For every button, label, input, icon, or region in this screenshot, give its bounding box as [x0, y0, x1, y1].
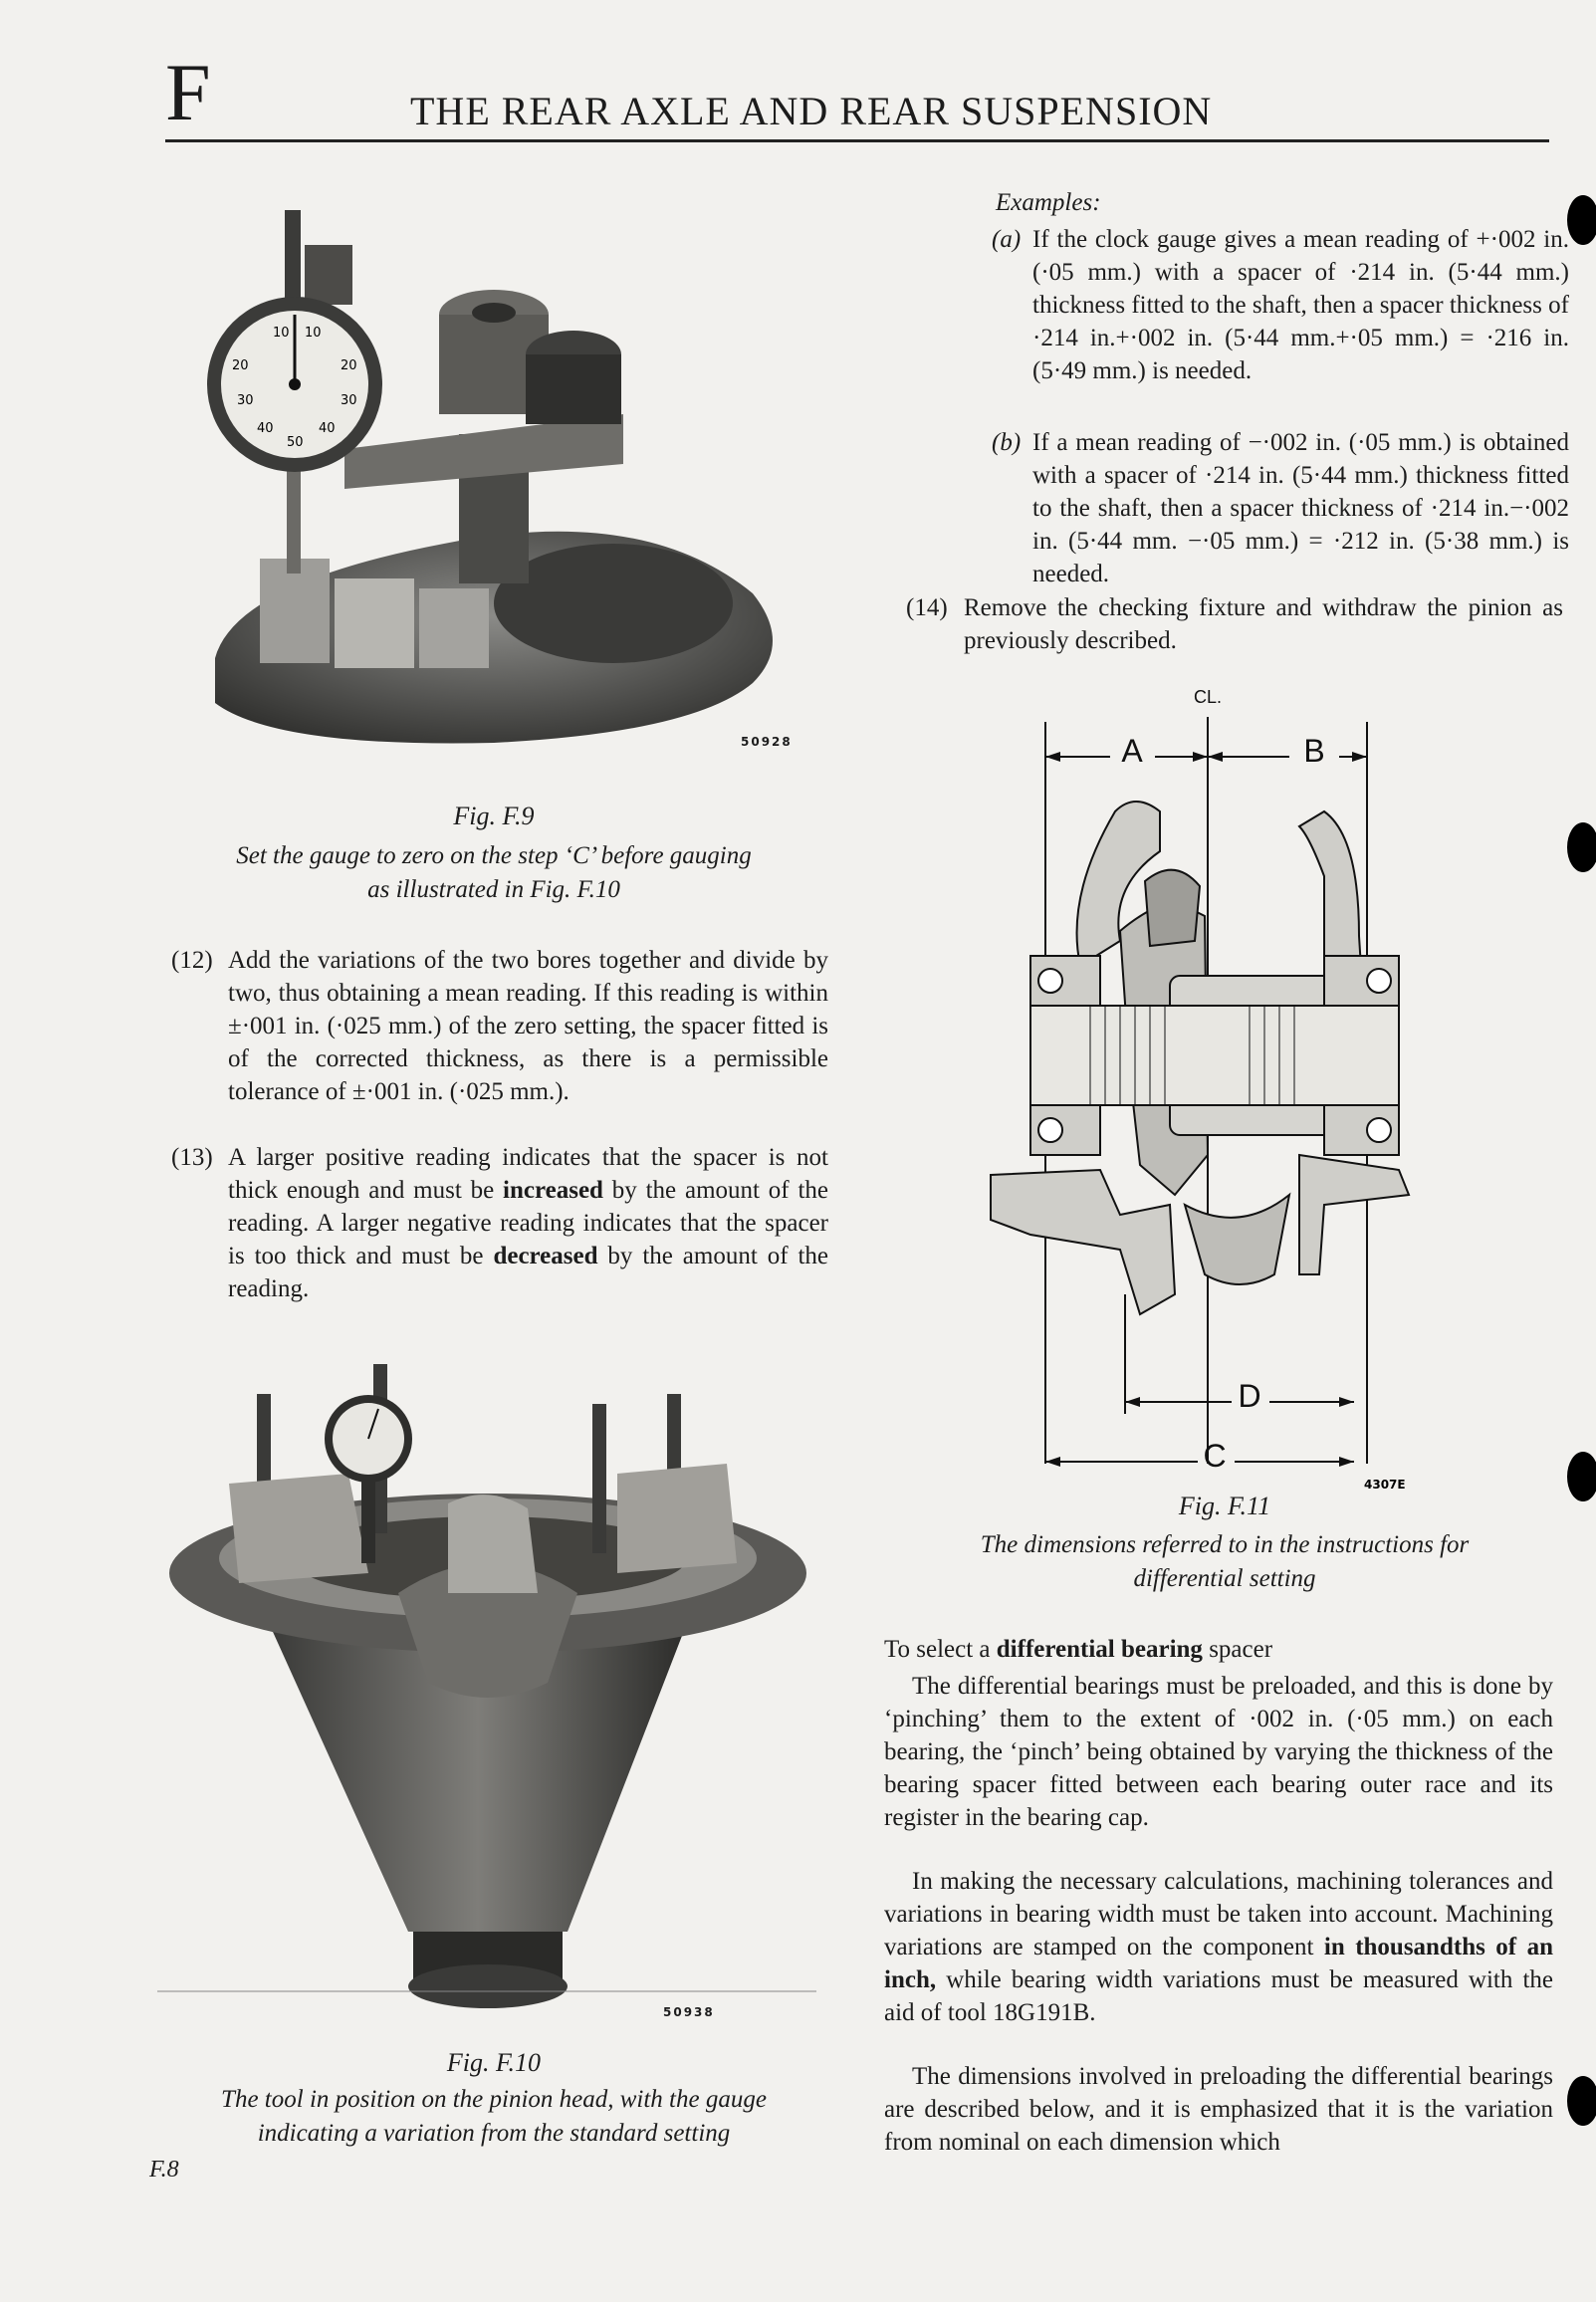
punch-hole	[1567, 1452, 1596, 1501]
dim-a-label: A	[1121, 733, 1143, 769]
gauge-clamp	[305, 245, 352, 305]
crown-wheel-teeth	[1145, 870, 1200, 946]
fig9-label: Fig. F.9	[453, 802, 535, 830]
step-block	[335, 578, 414, 668]
fig10-code: 50938	[663, 2005, 715, 2019]
gauge-stem	[285, 210, 301, 300]
fig10-caption-line: The tool in position on the pinion head, with the gauge	[221, 2086, 767, 2113]
step-text: A larger positive reading indicates that the spacer is not thick enough and must be increased by the amount of the reading. A larger negative reading indicates that the spacer is too thick and must be decreased by the amount of the reading.	[228, 1144, 829, 1302]
punch-hole	[1567, 822, 1596, 872]
pinion-gear	[1185, 1195, 1289, 1284]
bold-term: increased	[503, 1177, 603, 1204]
section-letter: F	[165, 47, 211, 137]
gauge-plunger	[287, 464, 301, 574]
dial-number: 40	[319, 421, 336, 436]
centreline-label: CL.	[1193, 687, 1223, 707]
dial-number: 40	[257, 421, 274, 436]
paragraph: In making the necessary calculations, machining tolerances and variations in bearing width must be taken into account. Machining variations are stamped on the component in thousandths of an inch, while bearing width variations must be measured with the aid of tool 18G191B.	[884, 1868, 1553, 2026]
bearing-cap	[229, 1474, 368, 1583]
checking-tool	[448, 1495, 538, 1593]
fig9-caption	[165, 839, 822, 907]
fig9-photo	[195, 205, 793, 763]
header-rule	[165, 139, 1549, 142]
dial-number: 20	[341, 358, 357, 373]
example-label: (b)	[992, 429, 1022, 456]
dim-d-label: D	[1238, 1378, 1261, 1414]
fig11-caption-line: The dimensions referred to in the instructions for	[980, 1531, 1470, 1558]
dim-b-label: B	[1303, 733, 1325, 769]
paragraph: The differential bearings must be preloaded, and this is done by ‘pinching’ them to the extent of ·002 in. (·05 mm.) on each bearing, the ‘pinch’ being obtained by varying the thickness of the bearing spacer fitted between each bearing outer race and its register in the bearing cap.	[884, 1673, 1553, 1831]
dial-number: 30	[237, 393, 254, 408]
stud	[592, 1404, 606, 1553]
step-block	[419, 588, 489, 668]
axle-shaft	[1030, 1006, 1399, 1105]
example-a	[992, 223, 1569, 387]
example-b	[992, 426, 1569, 590]
bearing-cap	[617, 1464, 737, 1573]
step-text: Add the variations of the two bores together and divide by two, thus obtaining a mean reading. If this reading is within ±·001 in. (·025 mm.) of the zero setting, the spacer fitted is of the corrected thickness, as there is a permissible tolerance of ±·001 in. (·025 mm.).	[228, 947, 828, 1105]
dim-c-label: C	[1203, 1438, 1227, 1474]
step-number: (13)	[171, 1144, 213, 1171]
example-label: (a)	[992, 226, 1022, 253]
fig11-diagram	[971, 677, 1429, 1494]
dial-number: 20	[232, 358, 249, 373]
dial-number: 10	[273, 326, 290, 341]
step-number: (12)	[171, 947, 213, 974]
fig11-label: Fig. F.11	[1178, 1492, 1271, 1520]
step-text: Remove the checking fixture and withdraw the pinion as previously described.	[964, 594, 1563, 654]
fig10-caption-line: indicating a variation from the standard setting	[257, 2120, 731, 2147]
step-number: (14)	[906, 594, 948, 621]
carrier-foot-right	[1299, 1155, 1409, 1274]
fig10-photo	[149, 1334, 826, 2021]
bold-term: decreased	[493, 1243, 598, 1269]
step-block	[260, 559, 330, 663]
step-12	[171, 944, 828, 1108]
punch-hole	[1567, 195, 1596, 245]
example-text: If the clock gauge gives a mean reading of +·002 in. (·05 mm.) with a spacer of ·214 in. (5·44 mm.) thickness fitted to the shaft, then a spacer thickness of ·214 in.+·002 in. (5·44 mm.+·05 mm.) = ·216 in. (5·49 mm.) is needed.	[1032, 226, 1569, 384]
page-number: F.8	[149, 2157, 179, 2183]
dial-number: 30	[341, 393, 357, 408]
recess	[494, 544, 733, 663]
dial-number: 50	[287, 435, 304, 450]
carrier-foot-left	[991, 1170, 1175, 1314]
fig9-caption-line: Set the gauge to zero on the step ‘C’ before gauging	[236, 842, 752, 869]
fig9-code: 50928	[741, 735, 793, 749]
step-13	[171, 1141, 828, 1305]
fig11-code: 4307E	[1364, 1478, 1406, 1492]
paragraph: The dimensions involved in preloading the differential bearings are described below, and it is emphasized that it is the variation from nominal on each dimension which	[884, 2063, 1553, 2156]
running-title: THE REAR AXLE AND REAR SUSPENSION	[410, 89, 1213, 133]
examples-heading: Examples:	[996, 189, 1101, 216]
fig11-caption	[896, 1528, 1553, 1596]
section-heading: To select a differential bearing spacer	[884, 1636, 1273, 1663]
fig10-label: Fig. F.10	[446, 2048, 542, 2077]
fig9-caption-line: as illustrated in Fig. F.10	[367, 876, 620, 903]
example-text: If a mean reading of −·002 in. (·05 mm.) is obtained with a spacer of ·214 in. (5·44 mm.) thickness fitted to the shaft, then a spacer thickness of ·214 in.−·002 in. (5·44 mm. −·05 mm.) = ·212 in. (5·38 mm.) is needed.	[1032, 429, 1569, 587]
step-14	[906, 591, 1563, 657]
fig11-caption-line: differential setting	[1133, 1565, 1316, 1592]
punch-hole	[1567, 2076, 1596, 2126]
fig10-caption	[165, 2083, 822, 2151]
dial-number: 10	[305, 326, 322, 341]
